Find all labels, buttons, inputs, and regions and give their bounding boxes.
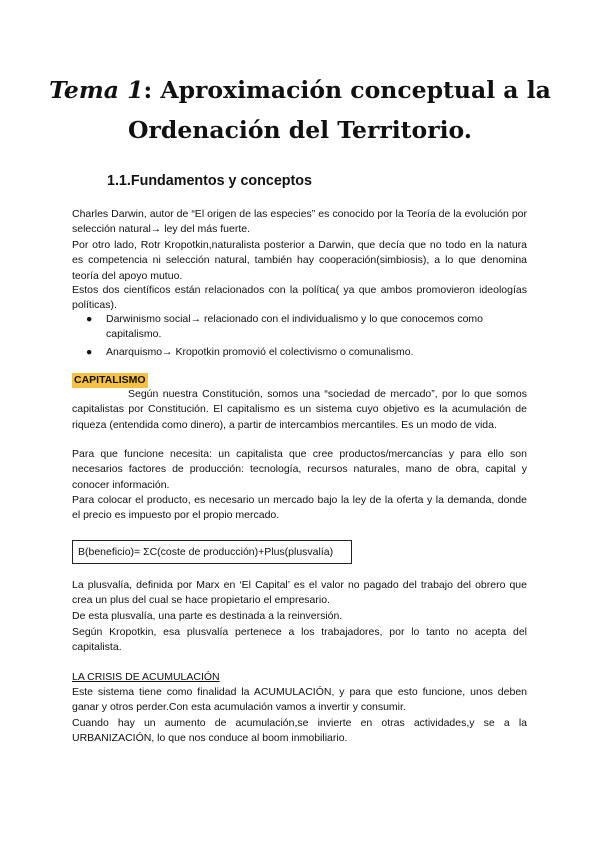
paragraph-reinversion: De esta plusvalía, una parte es destinada a la reinversión.: [72, 610, 343, 622]
paragraph-constitucion: [72, 387, 527, 433]
capitalismo-heading: CAPITALISMO: [74, 374, 146, 386]
paragraph-funcionamiento: Para que funcione necesita: un capitalista que cree productos/mercancías y para ello son necesarios factores de producción: tecnología, recursos naturales, mano de obra, capital y conocer información.: [72, 448, 527, 491]
bullet-icon: ●: [86, 345, 93, 358]
crisis-heading: LA CRISIS DE ACUMULACIÓN: [72, 671, 220, 683]
list-item: [72, 345, 527, 360]
list-item: [72, 312, 527, 343]
section-subtitle: 1.1.Fundamentos y conceptos: [107, 173, 312, 189]
paragraph-constitucion-text: Según nuestra Constitución, somos una “sociedad de mercado”, por lo que somos capitalistas por Constitución. El capitalismo es un sistema cuyo objetivo es la acumulación de riqueza (entendida como dinero), a partir de intercambios mercantiles. Es un modo de vida.: [72, 388, 527, 431]
title-rest: : Aproximación conceptual a la Ordenación del Territorio.: [128, 76, 551, 144]
paragraph-darwin: Charles Darwin, autor de “El origen de las especies” es conocido por la Teoría de la evolución por selección natural→ ley del más fuerte.: [72, 208, 527, 236]
bullet-icon: ●: [86, 313, 93, 325]
paragraph-politics: Estos dos científicos están relacionados con la política( ya que ambos promovieron ideologías políticas).: [72, 284, 527, 312]
paragraph-acumulacion: Este sistema tiene como finalidad la ACUMULACIÓN, y para que esto funcione, unos deben ganar y otros perder.Con esta acumulación vamos a invertir y consumir.: [72, 686, 527, 714]
title-italic-part: Tema 1: [49, 76, 144, 104]
ideology-list: [72, 312, 527, 362]
paragraph-mercado: Para colocar el producto, es necesario un mercado bajo la ley de la oferta y la demanda, donde el precio es impuesto por el propio mercado.: [72, 494, 527, 522]
page-title: [40, 70, 560, 150]
list-item-text: Darwinismo social→ relacionado con el individualismo y lo que conocemos como capitalismo.: [106, 313, 484, 341]
list-item-text: Anarquismo→ Kropotkin promovió el colectivismo o comunalismo.: [106, 345, 414, 358]
paragraph-plusvalia: La plusvalía, definida por Marx en ‘El Capital’ es el valor no pagado del trabajo del obrero que crea un plus del cual se hace propietario el empresario.: [72, 579, 527, 607]
paragraph-kropotkin: Por otro lado, Rotr Kropotkin,naturalista posterior a Darwin, que decía que no todo en la natura es competencia ni selección natural, también hay cooperación(simbiosis), a lo que denomina teoría del apoyo mutuo.: [72, 239, 527, 282]
paragraph-kropotkin-plusvalia: Según Kropotkin, esa plusvalía pertenece a los trabajadores, por lo tanto no acepta del capitalista.: [72, 626, 527, 654]
formula-box: B(beneficio)= ΣC(coste de producción)+Plus(plusvalía): [72, 540, 352, 564]
paragraph-urbanizacion: Cuando hay un aumento de acumulación,se invierte en otras actividades,y se a la URBANIZACIÓN, lo que nos conduce al boom inmobiliario.: [72, 717, 527, 745]
